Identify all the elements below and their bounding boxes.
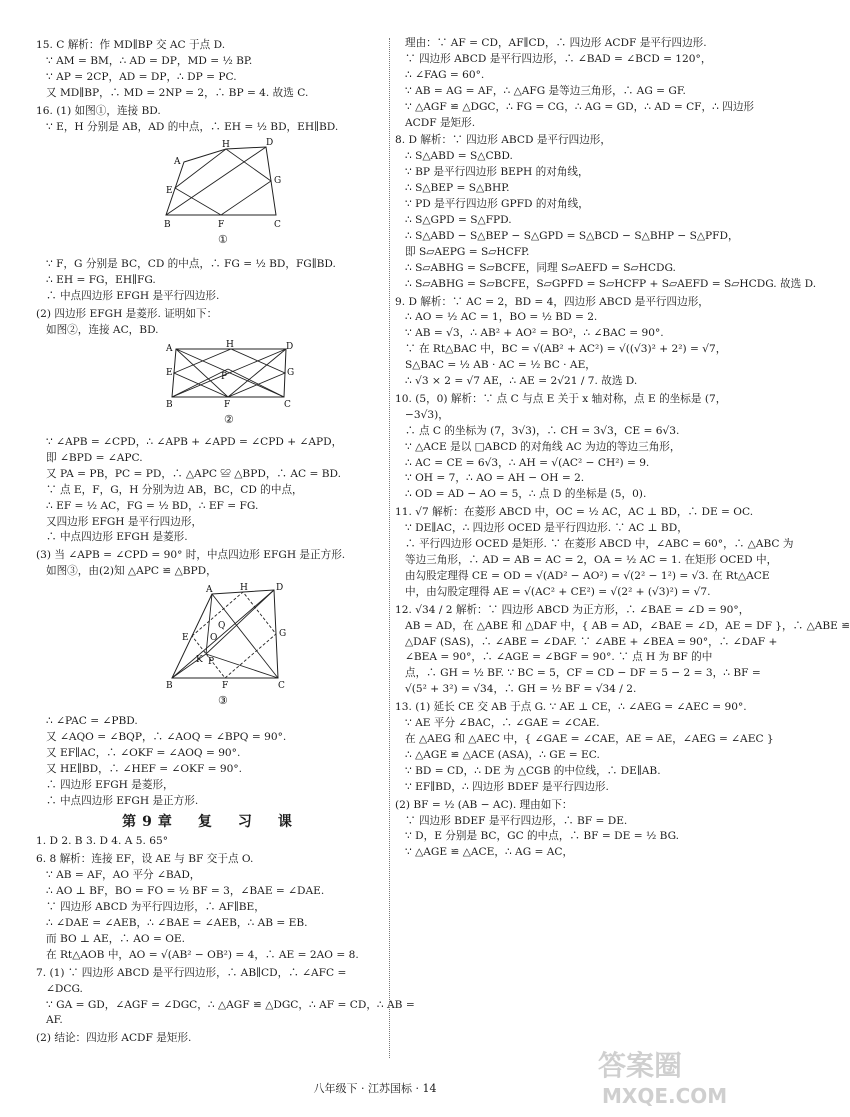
right_column-line: ∠BEA = 90°，∴ ∠AGE = ∠BGF = 90°. ∵ 点 H 为 BF 的中 bbox=[405, 651, 713, 664]
fig3-point-10: F bbox=[222, 681, 229, 692]
watermark-logo bbox=[592, 1041, 742, 1111]
right_column-line: AB = AD，在 △ABE 和 △DAF 中，{ AB = AD，∠BAE = ∠D，AE = DF }，∴ △ABE ≌ bbox=[405, 619, 850, 632]
fig1-point-6: F bbox=[218, 220, 225, 231]
fig1-point-1: H bbox=[222, 140, 230, 151]
right_column-line: 中，由勾股定理得 AE = √(AC² + CE²) = √(2² + (√3)²) = √7. bbox=[405, 585, 711, 598]
right_column-line: −3√3)， bbox=[405, 408, 449, 421]
left_column-line: ∴ AO ⊥ BF，BO = FO = ½ BF = 3，∠BAE = ∠DAE. bbox=[46, 885, 325, 898]
right_column-line: ∴ S▱ABHG = S▱BCFE，S▱GPFD = S▱HCFP + S▱AEFD = S▱HCDG. 故选 D. bbox=[405, 277, 817, 290]
figure-3 bbox=[166, 582, 296, 712]
right_column-line: ∴ 点 C 的坐标为 (7，3√3)，∴ CH = 3√3，CE = 6√3. bbox=[405, 424, 680, 437]
right_column-line: 在 △AEG 和 △AEC 中，{ ∠GAE = ∠CAE，AE = AE，∠AEG = ∠AEC } bbox=[405, 732, 774, 745]
left_column-line: (2) 四边形 EFGH 是菱形. 证明如下： bbox=[36, 308, 218, 321]
column-divider bbox=[389, 38, 390, 1058]
right_column-line: ∵ BD = CD，∴ DE 为 △CGB 的中位线，∴ DE∥AB. bbox=[405, 764, 661, 777]
right_column-line: 11. √7 解析：在菱形 ABCD 中，OC = ½ AC，AC ⊥ BD，∴ DE = OC. bbox=[395, 506, 754, 519]
right_column-line: 8. D 解析：∵ 四边形 ABCD 是平行四边形， bbox=[395, 134, 611, 147]
right_column-line: ∴ 平行四边形 OCED 是矩形. ∵ 在菱形 ABCD 中，∠ABC = 60°，∴ △ABC 为 bbox=[405, 538, 794, 551]
right-column bbox=[395, 36, 850, 861]
left_column-line: 在 Rt△AOB 中，AO = √(AB² − OB²) = 4，∴ AE = 2AO = 8. bbox=[46, 948, 359, 961]
fig3-point-7: G bbox=[279, 629, 287, 640]
left_column-line: 7. (1) ∵ 四边形 ABCD 是平行四边形，∴ AB∥CD，∴ ∠AFC = bbox=[36, 966, 347, 979]
left_column-line: 1. D 2. B 3. D 4. A 5. 65° bbox=[36, 835, 169, 848]
fig2-point-6: B bbox=[166, 399, 173, 410]
fig3-point-4: O bbox=[210, 633, 218, 644]
right_column-line: ∴ S△ABD = S△CBD. bbox=[405, 150, 513, 163]
fig1-point-0: A bbox=[174, 157, 181, 168]
fig3-point-11: C bbox=[278, 681, 285, 692]
figure-2 bbox=[166, 341, 296, 433]
fig3-point-9: B bbox=[166, 681, 173, 692]
fig3-point-0: A bbox=[206, 585, 213, 596]
right_column-line: ∴ △AGE ≌ △ACE (ASA)，∴ GE = EC. bbox=[405, 748, 600, 761]
fig2-point-4: P bbox=[221, 371, 228, 382]
fig1-point-5: B bbox=[164, 220, 171, 231]
fig1-caption: ① bbox=[218, 233, 228, 247]
right_column-line: ∵ △ACE 是以 □ABCD 的对角线 AC 为边的等边三角形， bbox=[405, 440, 681, 453]
fig2-point-5: G bbox=[287, 367, 295, 378]
left_column-line: ∵ AM = BM，∴ AD = DP，MD = ½ BP. bbox=[46, 54, 253, 67]
right_column-line: √(5² + 3²) = √34，∴ GH = ½ BF = √34 / 2. bbox=[405, 683, 637, 696]
left_column-line: (2) 结论：四边形 ACDF 是矩形. bbox=[36, 1032, 192, 1045]
fig2-caption: ② bbox=[224, 412, 234, 426]
left_column-line: 又 MD∥BP，∴ MD = 2NP = 2，∴ BP = 4. 故选 C. bbox=[46, 86, 309, 99]
watermark-line2: MXQE.COM bbox=[602, 1084, 728, 1108]
left_column-line: ∵ 四边形 ABCD 为平行四边形，∴ AF∥BE， bbox=[46, 901, 265, 914]
right_column-line: ∴ S△GPD = S△FPD. bbox=[405, 213, 512, 226]
fig2-point-3: E bbox=[166, 367, 173, 378]
right_column-line: ∵ AB = AG = AF，∴ △AFG 是等边三角形，∴ AG = GF. bbox=[405, 84, 686, 97]
left_column-line: ∵ AB = AF，AO 平分 ∠BAD， bbox=[46, 869, 201, 882]
right_column-line: ∵ EF∥BD，∴ 四边形 BDEF 是平行四边形. bbox=[405, 780, 609, 793]
left_column-line: ∵ E，H 分别是 AB，AD 的中点，∴ EH = ½ BD，EH∥BD. bbox=[46, 120, 339, 133]
left_column-line: (3) 当 ∠APB = ∠CPD = 90° 时，中点四边形 EFGH 是正方形. bbox=[36, 549, 346, 562]
fig2-point-8: C bbox=[284, 399, 291, 410]
left_column-line: ∴ 中点四边形 EFGH 是菱形. bbox=[46, 531, 188, 544]
page-footer: 八年级下 · 江苏国标 · 14 bbox=[313, 1082, 437, 1095]
right_column-line: ∵ D，E 分别是 BC，GC 的中点，∴ BF = DE = ½ BG. bbox=[405, 830, 680, 843]
right_column-line: ∵ 四边形 ABCD 是平行四边形，∴ ∠BAD = ∠BCD = 120°， bbox=[405, 52, 712, 65]
fig2-point-1: H bbox=[226, 339, 234, 350]
fig1-point-3: E bbox=[166, 186, 173, 197]
right_column-line: ∵ △AGE ≌ △ACE，∴ AG = AC， bbox=[405, 846, 574, 859]
left_column-line: 又四边形 EFGH 是平行四边形， bbox=[46, 515, 203, 528]
right_column-line: 9. D 解析：∵ AC = 2，BD = 4，四边形 ABCD 是平行四边形， bbox=[395, 295, 709, 308]
left_column-line: 15. C 解析：作 MD∥BP 交 AC 于点 D. bbox=[36, 39, 226, 51]
fig3-point-1: D bbox=[276, 583, 284, 594]
left_column-line: 又 PA = PB，PC = PD，∴ △APC ≌ △BPD，∴ AC = BD. bbox=[46, 467, 342, 480]
left_column-line: ∴ 中点四边形 EFGH 是平行四边形. bbox=[46, 290, 220, 303]
left_column-line: ∵ AP = 2CP，AD = DP，∴ DP = PC. bbox=[46, 70, 237, 83]
right_column-line: ∴ S△ABD − S△BEP − S△GPD = S△BCD − S△BHP − S△PFD， bbox=[405, 229, 739, 242]
right_column-line: ∵ BP 是平行四边形 BEPH 的对角线， bbox=[405, 166, 589, 179]
right_column-line: ∵ DE∥AC，∴ 四边形 OCED 是平行四边形. ∵ AC ⊥ BD， bbox=[405, 522, 688, 535]
left_column-line: 16. (1) 如图①，连接 BD. bbox=[36, 104, 161, 117]
left_column-line: 又 HE∥BD，∴ ∠HEF = ∠OKF = 90°. bbox=[46, 762, 243, 775]
right_column-line: ∴ √3 × 2 = √7 AE，∴ AE = 2√21 / 7. 故选 D. bbox=[405, 375, 638, 388]
fig2-point-2: D bbox=[286, 341, 294, 352]
right_column-line: △DAF (SAS)，∴ ∠ABE = ∠DAF. ∵ ∠ABE + ∠BEA = 90°，∴ ∠DAF + bbox=[405, 635, 778, 648]
right_column-line: ∴ S▱ABHG = S▱BCFE，同理 S▱AEFD = S▱HCDG. bbox=[405, 261, 676, 274]
left_column-line: 如图③，由(2)知 △APC ≌ △BPD， bbox=[46, 565, 217, 578]
fig3-point-8: K bbox=[196, 655, 203, 666]
left_column-line: ∴ 中点四边形 EFGH 是正方形. bbox=[46, 794, 199, 807]
fig3-point-2: H bbox=[240, 583, 248, 594]
left_column-line: ∵ 点 E，F，G，H 分别为边 AB，BC，CD 的中点， bbox=[46, 483, 303, 496]
fig3-point-3: Q bbox=[218, 621, 226, 632]
left_column-line: ∠DCG. bbox=[46, 982, 83, 995]
right_column-line: 13. (1) 延长 CE 交 AB 于点 G. ∵ AE ⊥ CE，∴ ∠AEG = ∠AEC = 90°. bbox=[395, 701, 747, 714]
watermark-line1: 答案圈 bbox=[598, 1049, 683, 1082]
right_column-line: ∴ OD = AD − AO = 5，∴ 点 D 的坐标是 (5，0). bbox=[405, 488, 647, 501]
fig3-point-6: P bbox=[208, 657, 215, 668]
right_column-line: ∵ 在 Rt△BAC 中，BC = √(AB² + AC²) = √((√3)² + 2²) = √7， bbox=[405, 343, 727, 356]
figure-1 bbox=[166, 137, 286, 255]
left_column-line: ∵ F，G 分别是 BC，CD 的中点，∴ FG = ½ BD，FG∥BD. bbox=[46, 258, 336, 271]
fig1-point-2: D bbox=[266, 138, 274, 149]
right_column-line: ∵ AB = √3，∴ AB² + AO² = BO²，∴ ∠BAC = 90°. bbox=[405, 327, 664, 340]
right_column-line: ∵ OH = 7，∴ AO = AH − OH = 2. bbox=[405, 472, 585, 485]
fig3-point-5: E bbox=[182, 633, 189, 644]
fig1-point-7: C bbox=[274, 220, 281, 231]
left_column-line: 而 BO ⊥ AE，∴ AO = OE. bbox=[46, 932, 185, 945]
right_column-line: ∴ ∠FAG = 60°. bbox=[405, 68, 485, 81]
right_column-line: ∵ △AGF ≌ △DGC，∴ FG = CG，∴ AG = GD，∴ AD = CF，∴ 四边形 bbox=[405, 100, 755, 113]
left_column-line: 又 ∠AQO = ∠BQP，∴ ∠AOQ = ∠BPQ = 90°. bbox=[46, 731, 287, 744]
fig2-point-7: F bbox=[224, 399, 231, 410]
right_column-line: ACDF 是矩形. bbox=[405, 116, 476, 129]
right_column-line: (2) BF = ½ (AB − AC). 理由如下： bbox=[395, 798, 573, 811]
left_column-line: 6. 8 解析：连接 EF，设 AE 与 BF 交于点 O. bbox=[36, 853, 254, 866]
right_column-line: ∵ AE 平分 ∠BAC，∴ ∠GAE = ∠CAE. bbox=[405, 717, 600, 730]
right_column-line: 即 S▱AEPG = S▱HCFP. bbox=[405, 245, 530, 258]
fig2-point-0: A bbox=[166, 343, 173, 354]
right_column-line: 10. (5，0) 解析：∵ 点 C 与点 E 关于 x 轴对称，点 E 的坐标是 (7， bbox=[395, 392, 727, 405]
right_column-line: 理由：∵ AF = CD，AF∥CD，∴ 四边形 ACDF 是平行四边形. bbox=[405, 37, 707, 49]
right_column-line: 由勾股定理得 CE = OD = √(AD² − AO²) = √(2² − 1²) = √3. 在 Rt△ACE bbox=[405, 569, 770, 582]
left_column-line: ∴ EF = ½ AC，FG = ½ BD，∴ EF = FG. bbox=[46, 499, 259, 512]
chapter-title: 第9章 复 习 课 bbox=[122, 813, 298, 830]
left_column-line: ∵ ∠APB = ∠CPD，∴ ∠APB + ∠APD = ∠CPD + ∠APD， bbox=[46, 435, 343, 448]
left_column-line: AF. bbox=[46, 1014, 63, 1027]
left_column-line: ∴ 四边形 EFGH 是菱形， bbox=[46, 778, 174, 791]
right_column-line: ∴ S△BEP = S△BHP. bbox=[405, 182, 510, 195]
fig1-point-4: G bbox=[274, 176, 282, 187]
right_column-line: 等边三角形，∴ AD = AB = AC = 2，OA = ½ AC = 1. 在矩形 OCED 中， bbox=[405, 554, 778, 566]
left_column-line: ∵ GA = GD，∠AGF = ∠DGC，∴ △AGF ≌ △DGC，∴ AF = CD，∴ AB = bbox=[46, 998, 415, 1011]
left_column-line: 如图②，连接 AC，BD. bbox=[46, 324, 159, 337]
right_column-line: ∵ 四边形 BDEF 是平行四边形，∴ BF = DE. bbox=[405, 814, 628, 827]
left-column bbox=[36, 36, 415, 1047]
left_column-line: 即 ∠BPD = ∠APC. bbox=[46, 451, 143, 464]
left_column-line: ∴ ∠PAC = ∠PBD. bbox=[46, 715, 138, 728]
right_column-line: 点，∴ GH = ½ BF. ∵ BC = 5，CF = CD − DF = 5 − 2 = 3，∴ BF = bbox=[405, 667, 761, 680]
right_column-line: ∵ PD 是平行四边形 GPFD 的对角线， bbox=[405, 198, 589, 211]
right_column-line: 12. √34 / 2 解析：∵ 四边形 ABCD 为正方形，∴ ∠BAE = ∠D = 90°， bbox=[395, 603, 750, 616]
left_column-line: ∴ EH = FG，EH∥FG. bbox=[46, 274, 156, 287]
left_column-line: ∴ ∠DAE = ∠AEB，∴ ∠BAE = ∠AEB，∴ AB = EB. bbox=[46, 917, 308, 929]
right_column-line: ∴ AO = ½ AC = 1，BO = ½ BD = 2. bbox=[405, 311, 598, 324]
fig3-caption: ③ bbox=[218, 694, 228, 708]
left_column-line: 又 EF∥AC，∴ ∠OKF = ∠AOQ = 90°. bbox=[46, 746, 241, 759]
right_column-line: S△BAC = ½ AB · AC = ½ BC · AE， bbox=[405, 359, 596, 372]
right_column-line: ∴ AC = CE = 6√3，∴ AH = √(AC² − CH²) = 9. bbox=[405, 456, 650, 469]
